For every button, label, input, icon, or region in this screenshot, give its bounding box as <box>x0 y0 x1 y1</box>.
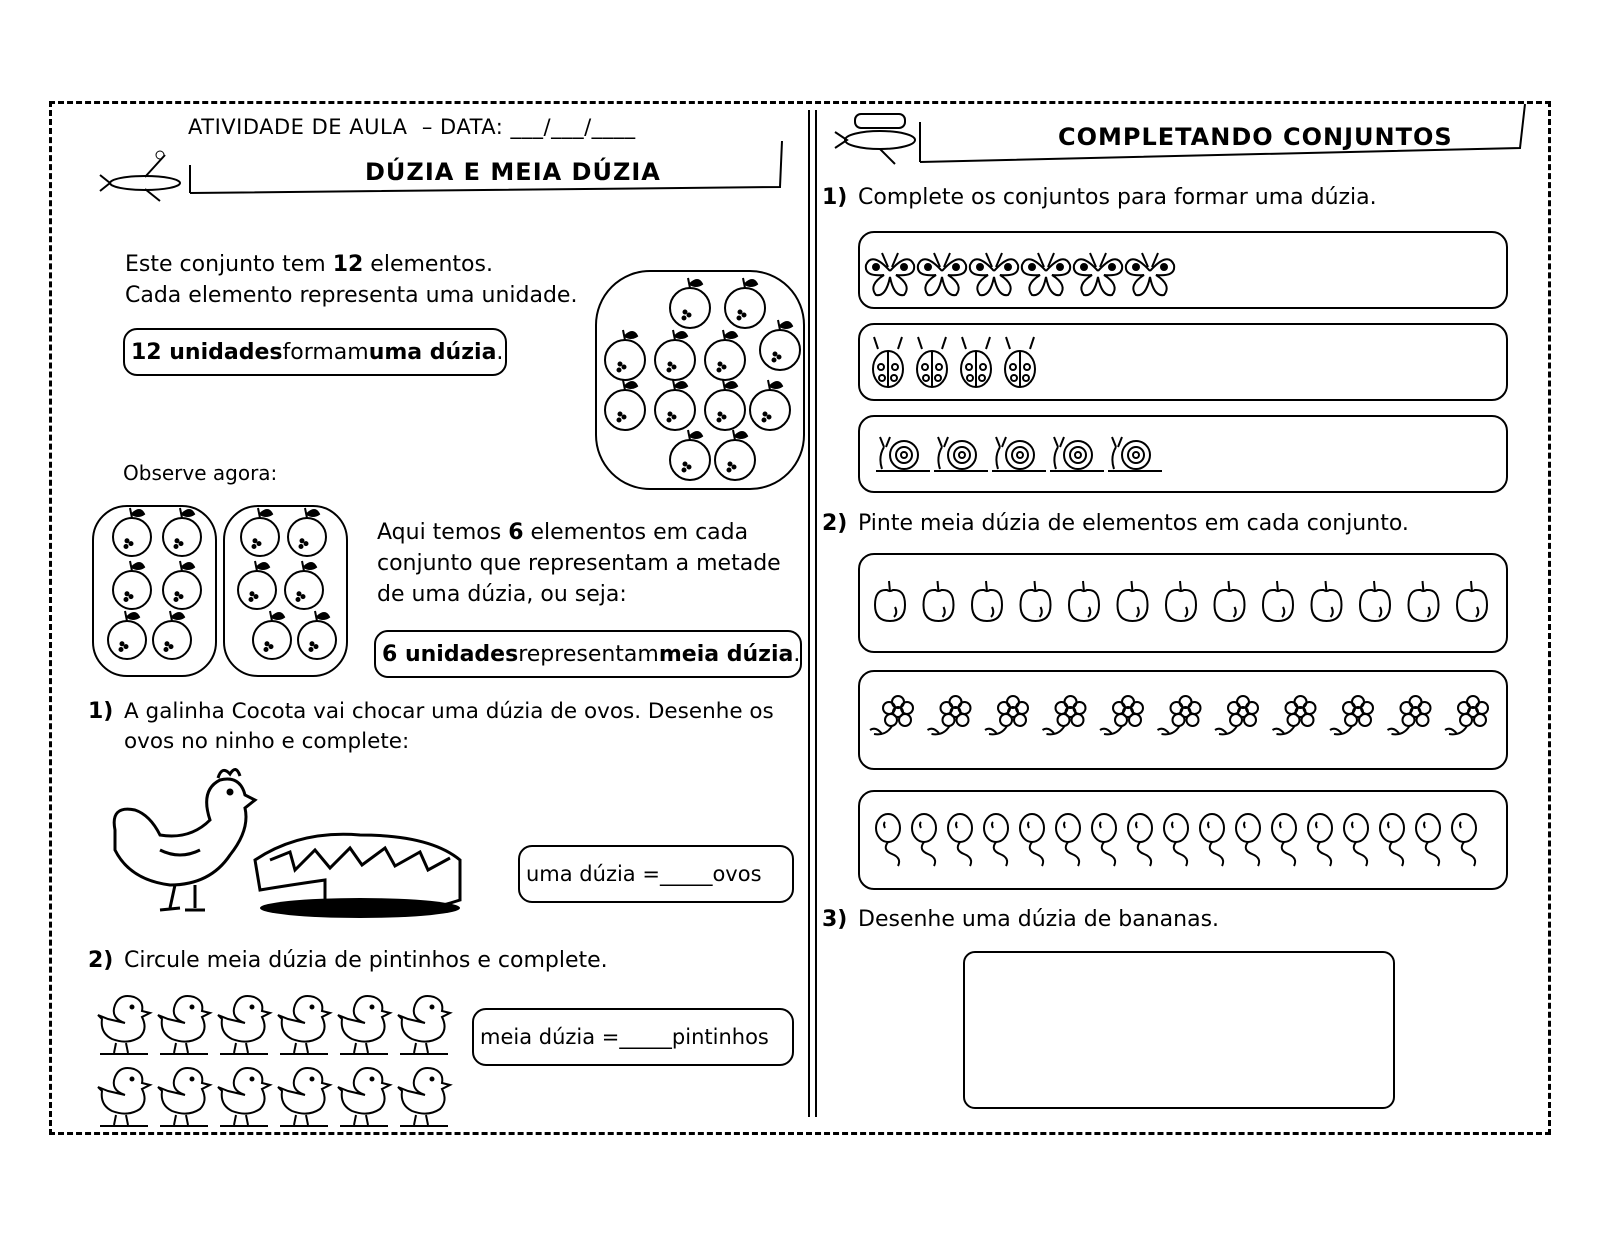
ladybug-icon <box>917 337 947 387</box>
intro-line-1: Este conjunto tem 12 elementos. <box>125 252 493 277</box>
chick-icon <box>278 1068 330 1126</box>
ladybug-icon <box>961 337 991 387</box>
butterfly-icon <box>918 253 966 295</box>
left-q1-line-2: ovos no ninho e complete: <box>124 729 410 754</box>
balloon-icon <box>1236 814 1260 866</box>
flower-icon <box>1445 696 1488 734</box>
apple-icon <box>113 508 151 556</box>
balloon-icon <box>1344 814 1368 866</box>
chick-icon <box>218 1068 270 1126</box>
balloon-icon <box>1416 814 1440 866</box>
apple-icon <box>605 380 645 430</box>
left-q2-text: Circule meia dúzia de pintinhos e complete. <box>124 948 608 973</box>
banana-drawing-area[interactable] <box>963 951 1395 1109</box>
apple-icon <box>1069 581 1099 621</box>
apple-icon <box>113 561 151 609</box>
snail-icon <box>1050 437 1104 471</box>
apple-icon <box>1360 581 1390 621</box>
apple-icon <box>655 380 695 430</box>
chick-icon <box>398 1068 450 1126</box>
apple-icon <box>670 278 710 328</box>
ladybug-icon <box>873 337 903 387</box>
balloon-icon <box>1452 814 1476 866</box>
balloon-icon <box>876 814 900 866</box>
apple-icon <box>1118 581 1148 621</box>
airplane-icon <box>100 151 180 201</box>
apple-icon <box>1312 581 1342 621</box>
half-line-2: conjunto que representam a metade <box>377 551 781 576</box>
dozen-definition-box: 12 unidades formam uma dúzia . <box>123 328 507 376</box>
flower-icon <box>870 696 913 734</box>
balloon-icon <box>1164 814 1188 866</box>
left-q1-number: 1) <box>88 699 114 724</box>
balloon-icon <box>1128 814 1152 866</box>
flower-icon <box>928 696 971 734</box>
flower-icon <box>1388 696 1431 734</box>
nest-icon <box>255 834 460 918</box>
balloon-icon <box>912 814 936 866</box>
hen-and-nest-illustration <box>100 760 480 940</box>
apple-icon <box>1409 581 1439 621</box>
flower-icon <box>1273 696 1316 734</box>
header-activity: ATIVIDADE DE AULA – DATA: ___/___/____ <box>188 115 636 139</box>
flower-icon <box>1215 696 1258 734</box>
butterfly-icon <box>970 253 1018 295</box>
apple-half-icons <box>92 505 352 677</box>
apple-icon <box>705 330 745 380</box>
right-q3-text: Desenhe uma dúzia de bananas. <box>858 907 1220 932</box>
apple-icon <box>725 278 765 328</box>
chick-icon <box>158 1068 210 1126</box>
butterfly-icon <box>1022 253 1070 295</box>
balloon-icon <box>1308 814 1332 866</box>
apple-icon <box>1021 581 1051 621</box>
apple-icon <box>1457 581 1487 621</box>
flower-icon <box>1158 696 1201 734</box>
snail-icon <box>1108 437 1162 471</box>
snail-icon <box>876 437 930 471</box>
column-divider <box>808 110 810 1117</box>
apple-icon <box>163 561 201 609</box>
left-q2-number: 2) <box>88 948 114 973</box>
apple-icon <box>253 611 291 659</box>
apple-icon <box>972 581 1002 621</box>
balloon-icon <box>1020 814 1044 866</box>
balloon-icon <box>1272 814 1296 866</box>
q1-answer-box: uma dúzia = _____ ovos <box>518 845 794 903</box>
flower-row-icons <box>858 670 1508 770</box>
apple-icon <box>153 611 191 659</box>
right-q2-number: 2) <box>822 511 848 536</box>
apple-icon <box>655 330 695 380</box>
ladybug-icons <box>858 323 1508 401</box>
snail-icons <box>858 415 1508 493</box>
balloon-icon <box>1200 814 1224 866</box>
chick-icon <box>98 1068 150 1126</box>
right-q3-number: 3) <box>822 907 848 932</box>
balloon-row-icons <box>858 790 1508 890</box>
butterfly-icons <box>858 231 1508 309</box>
half-line-3: de uma dúzia, ou seja: <box>377 582 627 607</box>
chick-icon <box>98 996 150 1054</box>
observe-label: Observe agora: <box>123 461 278 485</box>
right-title: COMPLETANDO CONJUNTOS <box>1058 123 1453 151</box>
left-q1-line-1: A galinha Cocota vai chocar uma dúzia de ovos. Desenhe os <box>124 699 774 724</box>
ladybug-icon <box>1005 337 1035 387</box>
apple-row-icons <box>858 553 1508 653</box>
column-divider <box>815 110 817 1117</box>
right-q2-text: Pinte meia dúzia de elementos em cada conjunto. <box>858 511 1409 536</box>
apple-set-dozen-icons <box>595 270 805 490</box>
q2-answer-blank[interactable]: _____ <box>619 1025 672 1049</box>
left-title: DÚZIA E MEIA DÚZIA <box>365 158 661 186</box>
butterfly-icon <box>1074 253 1122 295</box>
apple-icon <box>605 330 645 380</box>
apple-icon <box>241 508 279 556</box>
right-q1-text: Complete os conjuntos para formar uma dúzia. <box>858 185 1377 210</box>
apple-icon <box>750 380 790 430</box>
apple-icon <box>238 561 276 609</box>
apple-icon <box>760 320 800 370</box>
q1-answer-blank[interactable]: _____ <box>659 862 713 886</box>
half-line-1: Aqui temos 6 elementos em cada <box>377 520 749 545</box>
flower-icon <box>1100 696 1143 734</box>
apple-icon <box>875 581 905 621</box>
apple-icon <box>1263 581 1293 621</box>
apple-icon <box>705 380 745 430</box>
apple-icon <box>108 611 146 659</box>
right-q1-number: 1) <box>822 185 848 210</box>
apple-icon <box>670 430 710 480</box>
half-dozen-definition-box: 6 unidades representam meia dúzia . <box>374 630 802 678</box>
chick-icon <box>338 1068 390 1126</box>
apple-icon <box>924 581 954 621</box>
balloon-icon <box>1056 814 1080 866</box>
chicks-illustration <box>95 995 465 1125</box>
apple-icon <box>1166 581 1196 621</box>
hen-icon <box>114 769 255 910</box>
chick-icon <box>278 996 330 1054</box>
chick-icon <box>158 996 210 1054</box>
apple-icon <box>715 430 755 480</box>
chick-icon <box>338 996 390 1054</box>
q2-answer-box: meia dúzia = _____ pintinhos <box>472 1008 794 1066</box>
flower-icon <box>1330 696 1373 734</box>
apple-icon <box>163 508 201 556</box>
apple-icon <box>285 561 323 609</box>
balloon-icon <box>948 814 972 866</box>
flower-icon <box>1043 696 1086 734</box>
balloon-icon <box>984 814 1008 866</box>
airplane-icon <box>835 114 915 164</box>
chick-icon <box>218 996 270 1054</box>
apple-icon <box>288 508 326 556</box>
balloon-icon <box>1380 814 1404 866</box>
snail-icon <box>934 437 988 471</box>
butterfly-icon <box>866 253 914 295</box>
flower-icon <box>985 696 1028 734</box>
chick-icon <box>398 996 450 1054</box>
apple-icon <box>298 611 336 659</box>
butterfly-icon <box>1126 253 1174 295</box>
apple-icon <box>1215 581 1245 621</box>
snail-icon <box>992 437 1046 471</box>
intro-line-2: Cada elemento representa uma unidade. <box>125 283 578 308</box>
balloon-icon <box>1092 814 1116 866</box>
